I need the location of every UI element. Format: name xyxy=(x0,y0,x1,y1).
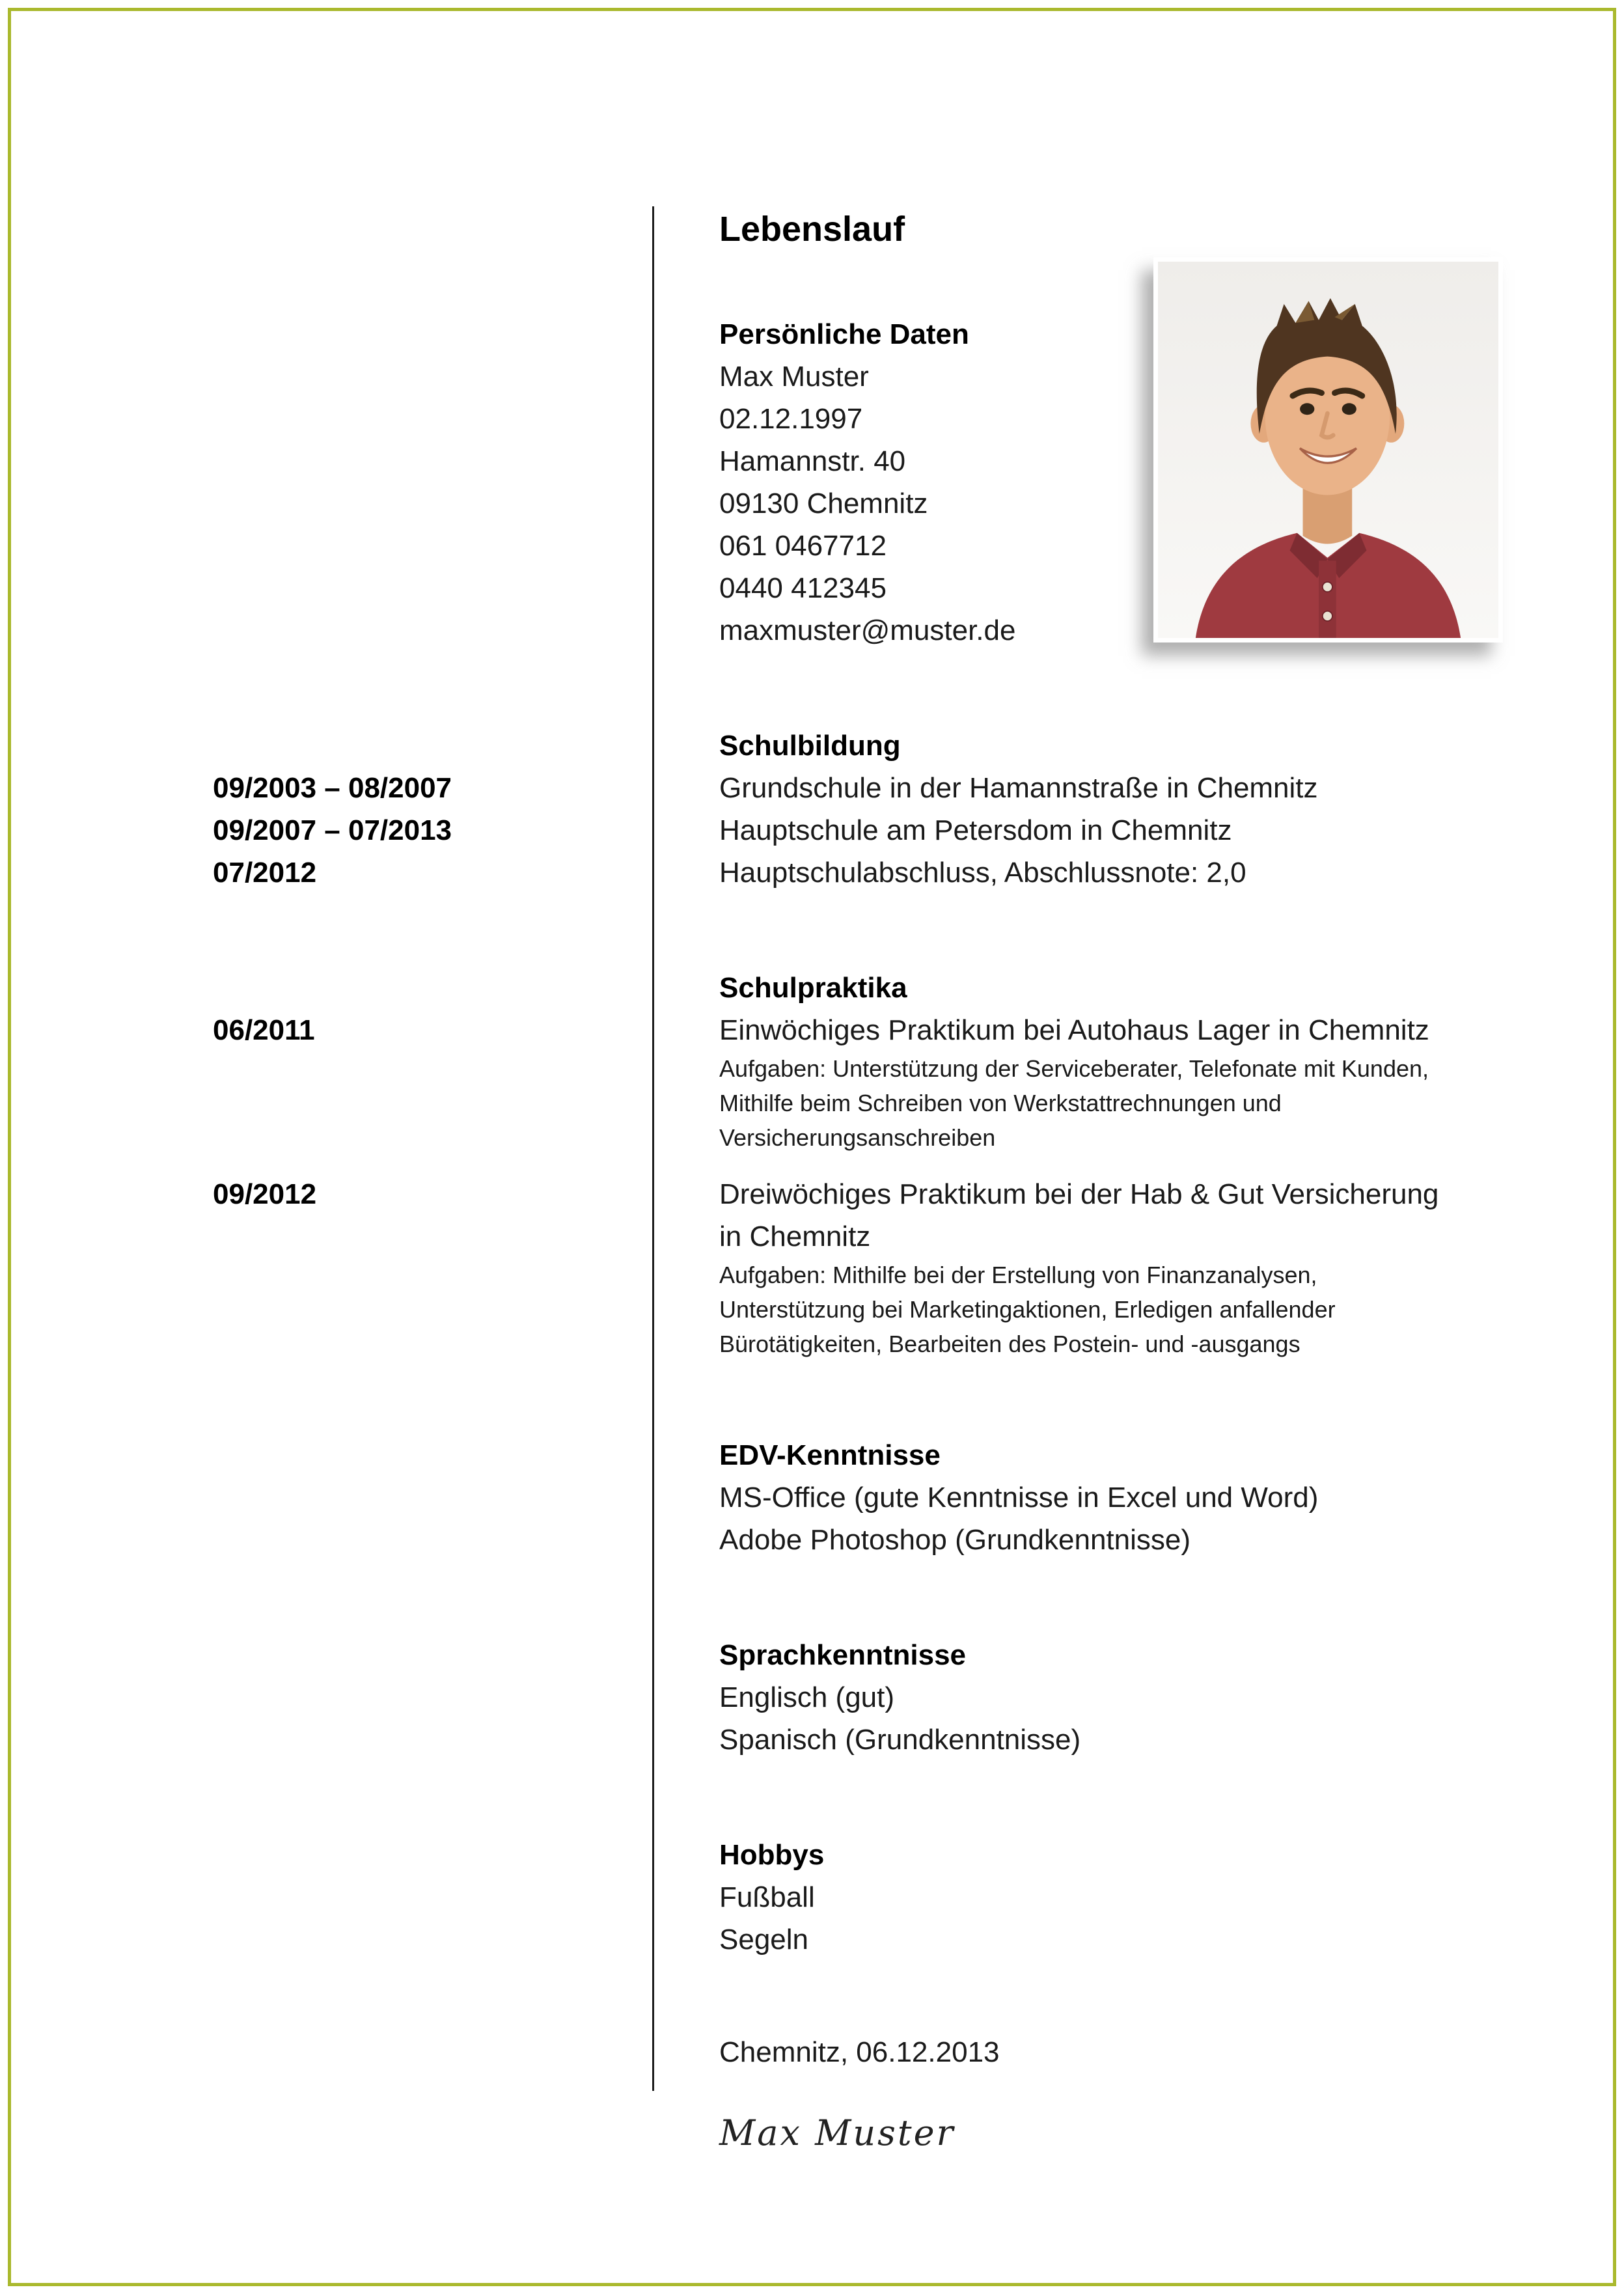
page-title: Lebenslauf xyxy=(719,210,905,249)
education-heading: Schulbildung xyxy=(719,730,901,762)
cv-page xyxy=(8,8,1616,2286)
section-edv xyxy=(719,1434,1468,1561)
personal-email: maxmuster@muster.de xyxy=(719,615,1016,646)
internship-row xyxy=(11,1173,1613,1361)
personal-mobile: 0440 412345 xyxy=(719,572,887,604)
hobby-line: Fußball xyxy=(719,1881,815,1913)
language-line: Spanisch (Grundkenntnisse) xyxy=(719,1724,1081,1756)
internship-date: 06/2011 xyxy=(213,1014,315,1046)
section-hobbies xyxy=(719,1834,1468,1961)
internships-heading: Schulpraktika xyxy=(719,972,907,1004)
education-text: Hauptschulabschluss, Abschlussnote: 2,0 xyxy=(719,857,1246,889)
section-education xyxy=(11,725,1613,894)
internship-detail: Aufgaben: Mithilfe bei der Erstellung von Finanzanalysen, Unterstützung bei Marketingaktionen, Erledigen anfallender Bürotätigkeiten, Bearbeiten des Postein- und -ausgangs xyxy=(719,1262,1336,1357)
personal-street: Hamannstr. 40 xyxy=(719,445,906,477)
city-date: Chemnitz, 06.12.2013 xyxy=(719,2036,1000,2068)
education-date: 09/2003 – 08/2007 xyxy=(213,772,452,804)
education-row xyxy=(11,767,1613,809)
hobbies-heading: Hobbys xyxy=(719,1839,825,1871)
personal-name: Max Muster xyxy=(719,361,869,393)
internship-title: Dreiwöchiges Praktikum bei der Hab & Gut Versicherung in Chemnitz xyxy=(719,1178,1439,1252)
personal-birthdate: 02.12.1997 xyxy=(719,403,863,435)
education-date: 07/2012 xyxy=(213,857,317,889)
education-text: Hauptschule am Petersdom in Chemnitz xyxy=(719,814,1232,846)
education-date: 09/2007 – 07/2013 xyxy=(213,814,452,846)
internship-detail: Aufgaben: Unterstützung der Serviceberater, Telefonate mit Kunden, Mithilfe beim Schreiben von Werkstattrechnungen und Versicherungsanschreiben xyxy=(719,1055,1429,1151)
language-line: Englisch (gut) xyxy=(719,1681,895,1713)
education-row xyxy=(11,809,1613,851)
languages-heading: Sprachkenntnisse xyxy=(719,1639,967,1671)
section-personal xyxy=(719,313,1468,652)
edv-line: Adobe Photoshop (Grundkenntnisse) xyxy=(719,1524,1191,1556)
hobby-line: Segeln xyxy=(719,1924,809,1955)
personal-heading: Persönliche Daten xyxy=(719,318,969,350)
edv-heading: EDV-Kenntnisse xyxy=(719,1439,941,1471)
education-text: Grundschule in der Hamannstraße in Chemnitz xyxy=(719,772,1318,804)
section-internships xyxy=(11,967,1613,1361)
education-row xyxy=(11,851,1613,894)
signature: Max Muster xyxy=(719,2112,956,2153)
internship-title: Einwöchiges Praktikum bei Autohaus Lager in Chemnitz xyxy=(719,1014,1429,1046)
internship-row xyxy=(11,1009,1613,1155)
internship-date: 09/2012 xyxy=(213,1178,317,1210)
section-languages xyxy=(719,1634,1468,1761)
edv-line: MS-Office (gute Kenntnisse in Excel und Word) xyxy=(719,1482,1319,1513)
personal-phone: 061 0467712 xyxy=(719,530,887,562)
personal-city: 09130 Chemnitz xyxy=(719,488,928,519)
